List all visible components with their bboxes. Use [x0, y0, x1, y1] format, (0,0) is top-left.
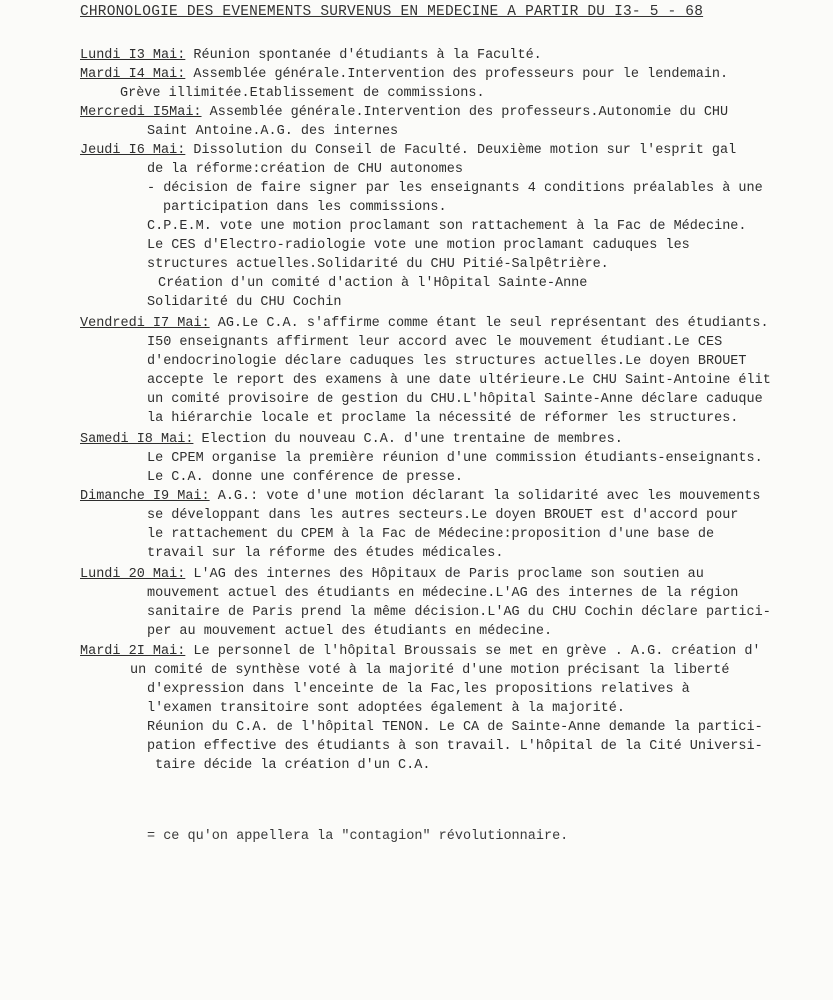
event-text: un comité de synthèse voté à la majorité d'une motion précisant la liberté	[130, 663, 730, 678]
chronology-line	[147, 180, 763, 197]
event-text: le rattachement du CPEM à la Fac de Médecine:proposition d'une base de	[147, 527, 715, 542]
event-text: per au mouvement actuel des étudiants en médecine.	[147, 624, 553, 639]
event-text: Grève illimitée.Etablissement de commissions.	[120, 86, 485, 101]
chronology-line	[155, 757, 430, 774]
event-text: I50 enseignants affirment leur accord avec le mouvement étudiant.Le CES	[147, 335, 723, 350]
chronology-line	[147, 545, 503, 562]
chronology-line	[147, 700, 625, 717]
event-text: accepte le report des examens à une date ultérieure.Le CHU Saint-Antoine élit	[147, 373, 771, 388]
event-text: taire décide la création d'un C.A.	[155, 758, 431, 773]
date-heading: Lundi 20 Mai:	[80, 567, 186, 582]
date-heading: Mercredi I5Mai:	[80, 105, 202, 120]
chronology-line	[147, 469, 463, 486]
chronology-line	[147, 161, 463, 178]
chronology-line	[147, 218, 747, 235]
chronology-line	[80, 66, 728, 83]
chronology-line	[147, 372, 771, 389]
document-title: CHRONOLOGIE DES EVENEMENTS SURVENUS EN MEDECINE A PARTIR DU I3- 5 - 68	[80, 4, 704, 20]
date-heading: Mardi I4 Mai:	[80, 67, 186, 82]
event-text: sanitaire de Paris prend la même décision.L'AG du CHU Cochin déclare partici-	[147, 605, 771, 620]
chronology-line	[163, 199, 447, 216]
event-text: Le CPEM organise la première réunion d'une commission étudiants-enseignants.	[147, 451, 763, 466]
chronology-line	[80, 431, 623, 448]
event-text: d'endocrinologie déclare caduques les structures actuelles.Le doyen BROUET	[147, 354, 747, 369]
event-text: Le C.A. donne une conférence de presse.	[147, 470, 463, 485]
event-text: travail sur la réforme des études médicales.	[147, 546, 504, 561]
event-text: structures actuelles.Solidarité du CHU Pitié-Salpêtrière.	[147, 257, 609, 272]
event-text: se développant dans les autres secteurs.Le doyen BROUET est d'accord pour	[147, 508, 739, 523]
chronology-line	[147, 526, 714, 543]
chronology-line	[80, 315, 769, 332]
chronology-line	[147, 256, 609, 273]
event-text: un comité provisoire de gestion du CHU.L'hôpital Sainte-Anne déclare caduque	[147, 392, 763, 407]
event-text: pation effective des étudiants à son travail. L'hôpital de la Cité Universi-	[147, 739, 763, 754]
event-text: Le personnel de l'hôpital Broussais se met en grève . A.G. création d'	[185, 644, 761, 659]
event-text: Assemblée générale.Intervention des professeurs pour le lendemain.	[185, 67, 729, 82]
event-text: AG.Le C.A. s'affirme comme étant le seul représentant des étudiants.	[209, 316, 769, 331]
chronology-line	[147, 623, 552, 640]
event-text: Dissolution du Conseil de Faculté. Deuxième motion sur l'esprit gal	[185, 143, 737, 158]
chronology-line	[147, 681, 690, 698]
event-text: - décision de faire signer par les enseignants 4 conditions préalables à une	[147, 181, 763, 196]
event-text: Election du nouveau C.A. d'une trentaine de membres.	[193, 432, 623, 447]
closing-remark: = ce qu'on appellera la "contagion" révolutionnaire.	[147, 829, 569, 844]
event-text: A.G.: vote d'une motion déclarant la solidarité avec les mouvements	[209, 489, 761, 504]
event-text: l'examen transitoire sont adoptées également à la majorité.	[147, 701, 625, 716]
chronology-line	[147, 294, 341, 311]
date-heading: Dimanche I9 Mai:	[80, 489, 210, 504]
event-text: Réunion du C.A. de l'hôpital TENON. Le CA de Sainte-Anne demande la partici-	[147, 720, 763, 735]
chronology-line	[147, 585, 738, 602]
event-text: L'AG des internes des Hôpitaux de Paris proclame son soutien au	[185, 567, 704, 582]
date-heading: Mardi 2I Mai:	[80, 644, 186, 659]
chronology-line	[147, 604, 771, 621]
date-heading: Samedi I8 Mai:	[80, 432, 194, 447]
chronology-line	[80, 488, 761, 505]
event-text: Réunion spontanée d'étudiants à la Faculté.	[185, 48, 542, 63]
chronology-line	[147, 237, 690, 254]
event-text: Solidarité du CHU Cochin	[147, 295, 342, 310]
chronology-line	[147, 410, 738, 427]
chronology-line	[147, 334, 722, 351]
event-text: la hiérarchie locale et proclame la nécessité de réformer les structures.	[147, 411, 739, 426]
chronology-line	[130, 662, 730, 679]
chronology-line	[147, 391, 763, 408]
chronology-line	[80, 643, 761, 660]
chronology-line	[147, 507, 738, 524]
chronology-line	[80, 104, 728, 121]
event-text: Le CES d'Electro-radiologie vote une motion proclamant caduques les	[147, 238, 690, 253]
chronology-line	[147, 123, 398, 140]
event-text: C.P.E.M. vote une motion proclamant son rattachement à la Fac de Médecine.	[147, 219, 747, 234]
date-heading: Lundi I3 Mai:	[80, 48, 186, 63]
event-text: mouvement actuel des étudiants en médecine.L'AG des internes de la région	[147, 586, 739, 601]
event-text: Création d'un comité d'action à l'Hôpital Sainte-Anne	[158, 276, 588, 291]
chronology-line	[147, 353, 747, 370]
date-heading: Vendredi I7 Mai:	[80, 316, 210, 331]
date-heading: Jeudi I6 Mai:	[80, 143, 186, 158]
chronology-line	[147, 450, 763, 467]
event-text: Saint Antoine.A.G. des internes	[147, 124, 399, 139]
chronology-line	[80, 47, 542, 64]
event-text: participation dans les commissions.	[163, 200, 447, 215]
chronology-line	[80, 566, 704, 583]
chronology-line	[80, 142, 736, 159]
chronology-line	[120, 85, 485, 102]
event-text: Assemblée générale.Intervention des professeurs.Autonomie du CHU	[201, 105, 729, 120]
chronology-line	[158, 275, 587, 292]
chronology-line	[147, 738, 763, 755]
event-text: d'expression dans l'enceinte de la Fac,les propositions relatives à	[147, 682, 690, 697]
event-text: de la réforme:création de CHU autonomes	[147, 162, 463, 177]
chronology-line	[147, 719, 763, 736]
